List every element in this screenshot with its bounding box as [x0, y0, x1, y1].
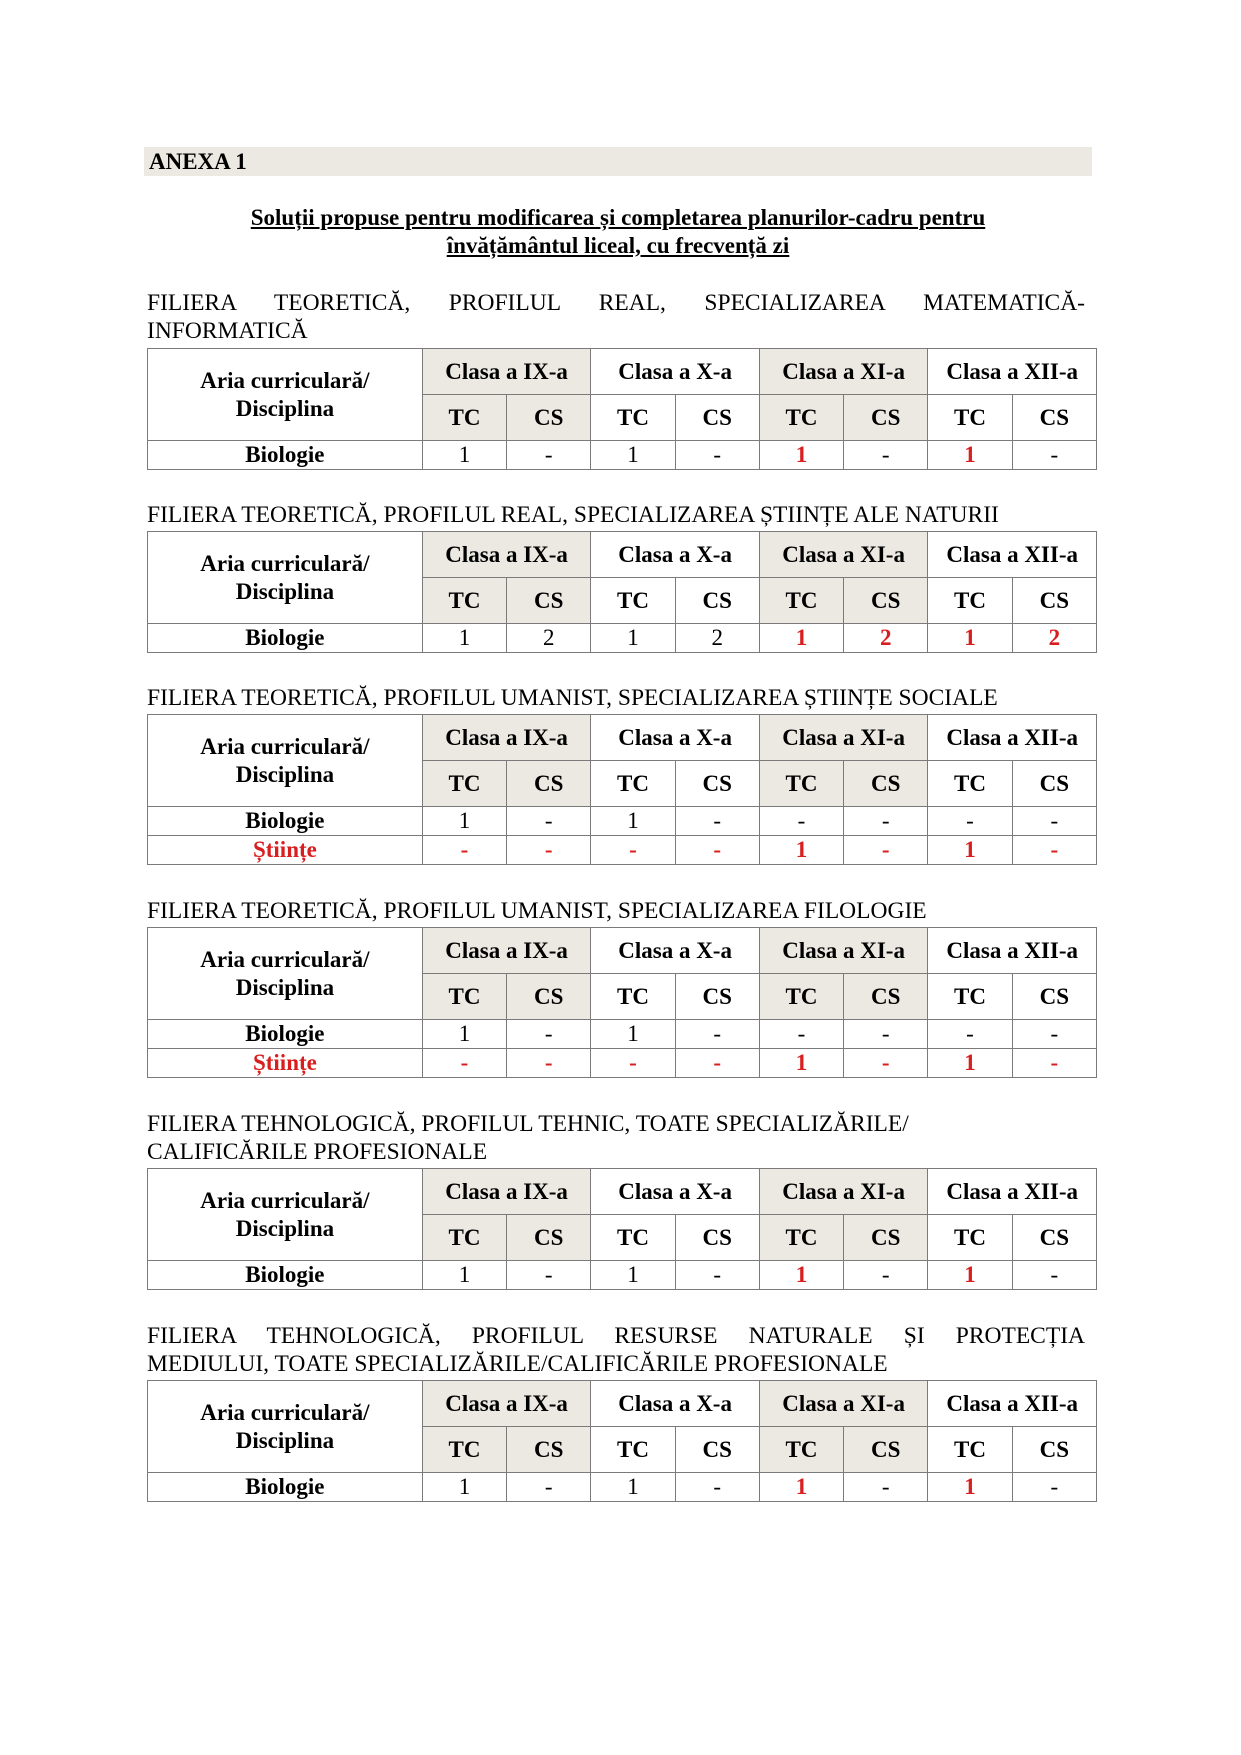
section-heading — [147, 502, 1085, 530]
table-cell: - — [1012, 1473, 1096, 1502]
table-cell: 1 — [759, 624, 843, 653]
sub-header-tc: TC — [591, 761, 675, 807]
class-header: Clasa a XII-a — [928, 928, 1097, 974]
section-heading — [147, 685, 1085, 713]
sub-header-cs: CS — [844, 395, 928, 441]
class-header: Clasa a XI-a — [759, 532, 928, 578]
section-heading-line: FILIERA TEORETICĂ, PROFILUL UMANIST, SPECIALIZAREA ȘTIINȚE SOCIALE — [147, 685, 998, 711]
table-cell: - — [507, 441, 591, 470]
sub-header-tc: TC — [928, 1215, 1012, 1261]
class-header: Clasa a XI-a — [759, 928, 928, 974]
annex-label: ANEXA 1 — [144, 147, 1092, 176]
table-row — [148, 441, 1097, 470]
table-cell: - — [422, 836, 506, 865]
table-cell: - — [759, 807, 843, 836]
sub-header-cs: CS — [675, 578, 759, 624]
table-cell: - — [591, 1049, 675, 1078]
table-cell: - — [844, 807, 928, 836]
table-cell: - — [507, 1049, 591, 1078]
table-cell: - — [507, 1020, 591, 1049]
class-header: Clasa a XII-a — [928, 349, 1097, 395]
table-cell: - — [675, 807, 759, 836]
table-cell: 1 — [591, 1020, 675, 1049]
class-header: Clasa a X-a — [591, 532, 760, 578]
table-cell: 1 — [928, 836, 1012, 865]
table-cell: - — [844, 1473, 928, 1502]
class-header: Clasa a IX-a — [422, 715, 591, 761]
row-label: Științe — [148, 836, 423, 865]
sub-header-tc: TC — [591, 578, 675, 624]
sub-header-cs: CS — [675, 1427, 759, 1473]
aria-header-line: Aria curriculară/ — [200, 1399, 370, 1425]
sub-header-cs: CS — [675, 974, 759, 1020]
sub-header-tc: TC — [591, 1215, 675, 1261]
sub-header-cs: CS — [507, 1427, 591, 1473]
sub-header-cs: CS — [1012, 578, 1096, 624]
table-cell: - — [844, 441, 928, 470]
table-cell: - — [675, 441, 759, 470]
sub-header-tc: TC — [759, 395, 843, 441]
table-cell: 1 — [928, 1049, 1012, 1078]
section-heading-line: FILIERA TEORETICĂ, PROFILUL REAL, SPECIALIZAREA ȘTIINȚE ALE NATURII — [147, 502, 999, 528]
sub-header-tc: TC — [591, 974, 675, 1020]
sub-header-tc: TC — [759, 761, 843, 807]
sub-header-cs: CS — [675, 1215, 759, 1261]
curriculum-table — [147, 348, 1097, 470]
table-cell: 1 — [591, 624, 675, 653]
curriculum-table — [147, 1380, 1097, 1502]
table-cell: - — [507, 1261, 591, 1290]
row-label: Biologie — [148, 807, 423, 836]
table-cell: 1 — [591, 1261, 675, 1290]
sub-header-cs: CS — [844, 761, 928, 807]
sub-header-tc: TC — [591, 1427, 675, 1473]
table-cell: - — [844, 1020, 928, 1049]
aria-header-line: Disciplina — [235, 1215, 335, 1241]
table-cell: - — [1012, 1261, 1096, 1290]
table-cell: 1 — [759, 441, 843, 470]
document-title-line: Soluții propuse pentru modificarea și completarea planurilor-cadru pentru — [250, 205, 986, 230]
table-row — [148, 1049, 1097, 1078]
sub-header-cs: CS — [507, 974, 591, 1020]
row-label: Biologie — [148, 1020, 423, 1049]
class-header: Clasa a IX-a — [422, 1381, 591, 1427]
sub-header-tc: TC — [422, 1215, 506, 1261]
table-cell: - — [844, 1261, 928, 1290]
sub-header-tc: TC — [422, 578, 506, 624]
table-cell: 1 — [591, 441, 675, 470]
row-label: Biologie — [148, 1473, 423, 1502]
class-header: Clasa a IX-a — [422, 1169, 591, 1215]
table-row — [148, 807, 1097, 836]
sub-header-tc: TC — [759, 1427, 843, 1473]
table-row — [148, 1261, 1097, 1290]
aria-header-line: Aria curriculară/ — [200, 946, 370, 972]
class-header: Clasa a IX-a — [422, 532, 591, 578]
table-row — [148, 836, 1097, 865]
curriculum-table — [147, 927, 1097, 1078]
class-header: Clasa a X-a — [591, 1381, 760, 1427]
aria-curriculara-header — [148, 715, 423, 807]
curriculum-table — [147, 714, 1097, 865]
aria-header-line: Aria curriculară/ — [200, 733, 370, 759]
table-cell: - — [928, 1020, 1012, 1049]
section-heading-line: FILIERA TEORETICĂ, PROFILUL REAL, SPECIALIZAREA MATEMATICĂ- — [147, 290, 1085, 316]
table-cell: 2 — [507, 624, 591, 653]
aria-header-line: Disciplina — [235, 974, 335, 1000]
table-cell: - — [591, 836, 675, 865]
aria-curriculara-header — [148, 1169, 423, 1261]
table-cell: 1 — [422, 1020, 506, 1049]
section-heading — [147, 1323, 1085, 1378]
table-cell: 1 — [591, 1473, 675, 1502]
table-cell: 2 — [844, 624, 928, 653]
sub-header-tc: TC — [928, 974, 1012, 1020]
table-cell: 1 — [928, 441, 1012, 470]
section-heading — [147, 898, 1085, 926]
section-heading-line: FILIERA TEORETICĂ, PROFILUL UMANIST, SPECIALIZAREA FILOLOGIE — [147, 898, 927, 924]
row-label: Științe — [148, 1049, 423, 1078]
table-cell: - — [675, 1049, 759, 1078]
class-header: Clasa a XII-a — [928, 715, 1097, 761]
header-row-classes — [148, 349, 1097, 395]
header-row-classes — [148, 532, 1097, 578]
class-header: Clasa a XI-a — [759, 349, 928, 395]
table-cell: 2 — [1012, 624, 1096, 653]
row-label: Biologie — [148, 1261, 423, 1290]
document-title — [144, 204, 1092, 260]
class-header: Clasa a X-a — [591, 928, 760, 974]
table-cell: - — [844, 1049, 928, 1078]
section-heading-line: FILIERA TEHNOLOGICĂ, PROFILUL RESURSE NATURALE ȘI PROTECȚIA — [147, 1323, 1085, 1349]
table-cell: 1 — [928, 624, 1012, 653]
aria-curriculara-header — [148, 349, 423, 441]
aria-curriculara-header — [148, 1381, 423, 1473]
sub-header-cs: CS — [844, 974, 928, 1020]
table-cell: 1 — [422, 807, 506, 836]
row-label: Biologie — [148, 624, 423, 653]
header-row-classes — [148, 928, 1097, 974]
sub-header-cs: CS — [844, 1215, 928, 1261]
table-row — [148, 1473, 1097, 1502]
sub-header-cs: CS — [844, 578, 928, 624]
aria-header-line: Disciplina — [235, 1427, 335, 1453]
row-label: Biologie — [148, 441, 423, 470]
sub-header-tc: TC — [928, 761, 1012, 807]
sub-header-cs: CS — [507, 1215, 591, 1261]
aria-header-line: Disciplina — [235, 761, 335, 787]
sub-header-tc: TC — [422, 974, 506, 1020]
aria-curriculara-header — [148, 532, 423, 624]
class-header: Clasa a X-a — [591, 715, 760, 761]
table-cell: 1 — [928, 1261, 1012, 1290]
class-header: Clasa a XI-a — [759, 1381, 928, 1427]
sub-header-cs: CS — [507, 761, 591, 807]
curriculum-table — [147, 1168, 1097, 1290]
table-cell: - — [675, 1020, 759, 1049]
header-row-classes — [148, 1381, 1097, 1427]
sub-header-tc: TC — [928, 1427, 1012, 1473]
table-cell: 2 — [675, 624, 759, 653]
table-cell: - — [675, 1473, 759, 1502]
table-cell: 1 — [759, 836, 843, 865]
class-header: Clasa a XII-a — [928, 532, 1097, 578]
aria-header-line: Aria curriculară/ — [200, 550, 370, 576]
class-header: Clasa a IX-a — [422, 349, 591, 395]
table-cell: 1 — [422, 1261, 506, 1290]
section-heading-line: CALIFICĂRILE PROFESIONALE — [147, 1138, 488, 1165]
table-cell: - — [928, 807, 1012, 836]
sub-header-cs: CS — [507, 578, 591, 624]
sub-header-cs: CS — [675, 761, 759, 807]
sub-header-cs: CS — [1012, 761, 1096, 807]
table-cell: - — [1012, 1020, 1096, 1049]
class-header: Clasa a XII-a — [928, 1381, 1097, 1427]
table-cell: - — [1012, 1049, 1096, 1078]
sub-header-tc: TC — [422, 1427, 506, 1473]
class-header: Clasa a IX-a — [422, 928, 591, 974]
sub-header-cs: CS — [1012, 395, 1096, 441]
table-cell: - — [422, 1049, 506, 1078]
sub-header-tc: TC — [422, 761, 506, 807]
table-cell: - — [507, 1473, 591, 1502]
header-row-classes — [148, 1169, 1097, 1215]
table-cell: 1 — [591, 807, 675, 836]
sub-header-tc: TC — [591, 395, 675, 441]
sub-header-cs: CS — [1012, 1215, 1096, 1261]
sub-header-tc: TC — [928, 395, 1012, 441]
sub-header-tc: TC — [759, 1215, 843, 1261]
sub-header-tc: TC — [759, 578, 843, 624]
sub-header-cs: CS — [844, 1427, 928, 1473]
curriculum-table — [147, 531, 1097, 653]
aria-header-line: Disciplina — [235, 578, 335, 604]
table-row — [148, 1020, 1097, 1049]
table-cell: - — [507, 836, 591, 865]
table-cell: 1 — [422, 441, 506, 470]
section-heading — [147, 290, 1085, 345]
table-cell: - — [1012, 441, 1096, 470]
aria-curriculara-header — [148, 928, 423, 1020]
section-heading-line: MEDIULUI, TOATE SPECIALIZĂRILE/CALIFICĂRILE PROFESIONALE — [147, 1350, 888, 1377]
table-cell: 1 — [759, 1261, 843, 1290]
sub-header-cs: CS — [1012, 1427, 1096, 1473]
sub-header-tc: TC — [759, 974, 843, 1020]
sub-header-cs: CS — [1012, 974, 1096, 1020]
section-heading-line: INFORMATICĂ — [147, 317, 308, 344]
document-title-line: învățământul liceal, cu frecvență zi — [446, 233, 790, 258]
table-cell: 1 — [422, 1473, 506, 1502]
table-row — [148, 624, 1097, 653]
table-cell: 1 — [422, 624, 506, 653]
class-header: Clasa a XII-a — [928, 1169, 1097, 1215]
sub-header-tc: TC — [422, 395, 506, 441]
table-cell: 1 — [759, 1049, 843, 1078]
sub-header-cs: CS — [675, 395, 759, 441]
aria-header-line: Aria curriculară/ — [200, 367, 370, 393]
table-cell: - — [675, 1261, 759, 1290]
class-header: Clasa a X-a — [591, 1169, 760, 1215]
table-cell: - — [1012, 836, 1096, 865]
section-heading-line: FILIERA TEHNOLOGICĂ, PROFILUL TEHNIC, TOATE SPECIALIZĂRILE/ — [147, 1111, 909, 1137]
table-cell: - — [507, 807, 591, 836]
table-cell: - — [759, 1020, 843, 1049]
sub-header-tc: TC — [928, 578, 1012, 624]
table-cell: - — [675, 836, 759, 865]
section-heading — [147, 1111, 1085, 1166]
class-header: Clasa a XI-a — [759, 1169, 928, 1215]
sub-header-cs: CS — [507, 395, 591, 441]
class-header: Clasa a XI-a — [759, 715, 928, 761]
table-cell: 1 — [928, 1473, 1012, 1502]
aria-header-line: Disciplina — [235, 395, 335, 421]
aria-header-line: Aria curriculară/ — [200, 1187, 370, 1213]
table-cell: - — [1012, 807, 1096, 836]
header-row-classes — [148, 715, 1097, 761]
table-cell: 1 — [759, 1473, 843, 1502]
class-header: Clasa a X-a — [591, 349, 760, 395]
table-cell: - — [844, 836, 928, 865]
